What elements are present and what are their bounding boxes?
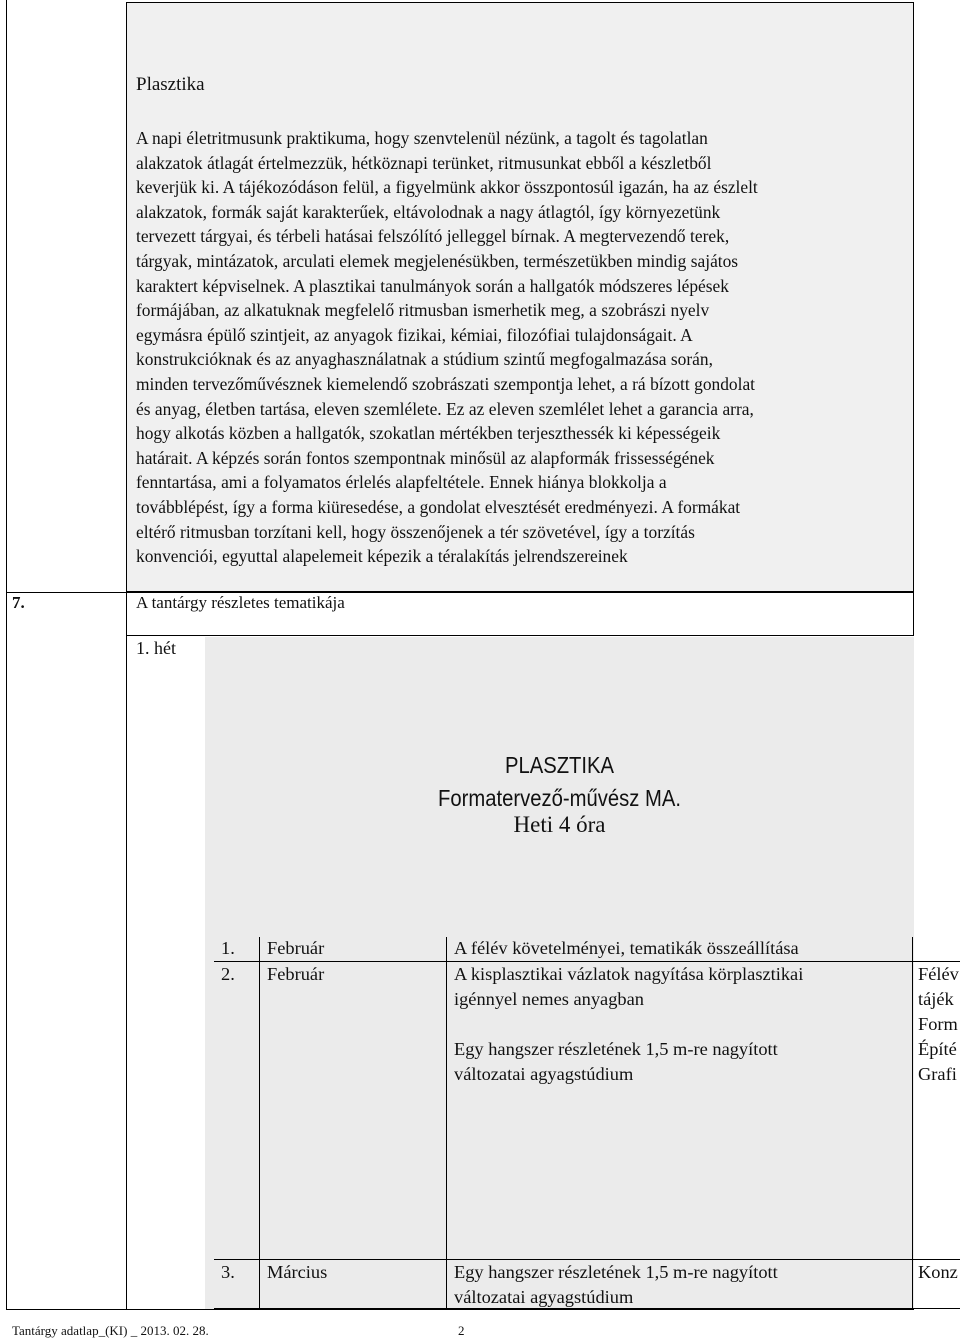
paragraph-line: A napi életritmusunk praktikuma, hogy szenvtelenül nézünk, a tagolt és tagolatlan: [136, 128, 708, 148]
paragraph-line: alakzatok átlagát értelmezzük, hétköznapi terünket, ritmusunkat ebből a készletből: [136, 152, 712, 173]
paragraph-line: tárgyak, mintázatok, arculati elemek megjelenésükben, természetükben mindig sajátos: [136, 250, 739, 271]
description-paragraph: [136, 126, 906, 569]
footer-page-number: 2: [458, 1323, 465, 1338]
paragraph-line: továbblépést, így a forma kiüresedése, a gondolat elvesztését eredményezi. A formákat: [136, 496, 741, 517]
table-bottom-line: [6, 1309, 914, 1310]
group-line: Építé: [918, 1039, 957, 1059]
topic-line: változatai agyagstúdium: [454, 1287, 634, 1307]
topic-line: változatai agyagstúdium: [454, 1064, 634, 1084]
left-border-line: [6, 0, 7, 1309]
topic-line: Egy hangszer részletének 1,5 m-re nagyított: [454, 1262, 778, 1282]
paragraph-line: karaktert képviselnek. A plasztikai tanulmányok során a hallgatók módszeres lépések: [136, 275, 729, 296]
table-column-line: [912, 937, 913, 1308]
row-number: 3.: [221, 1262, 235, 1282]
table-column-line: [259, 937, 260, 1308]
paragraph-line: konstrukcióknak és az anyaghasználatnak a stúdium szintű megfogalmazása során,: [136, 349, 713, 370]
row-month: Március: [267, 1262, 328, 1282]
paragraph-line: formájában, az alkatuknak megfelelő ritmusban ismerhetik meg, a szobrászi nyelv: [136, 300, 710, 321]
paragraph-line: és anyag, életben tartása, eleven szemlélete. Ez az eleven szemlélet lehet a garancia arra,: [136, 398, 754, 419]
inner-left-border-line: [126, 592, 127, 1309]
row-month: Február: [267, 938, 325, 958]
group-line: Félév: [918, 964, 959, 984]
row-divider: [126, 635, 914, 636]
paragraph-line: hogy alkotás közben a hallgatók, szokatlan mértékben terjeszthessék ki képességeik: [136, 423, 721, 444]
group-line: Form: [918, 1014, 958, 1034]
row-topic: [454, 1260, 778, 1310]
paragraph-line: fenntartása, ami a folyamatos érlelés alapfeltétele. Ennek hiánya blokkolja a: [136, 472, 667, 493]
topic-line: [454, 1012, 803, 1037]
row-group: [918, 1260, 960, 1285]
topic-line: igénnyel nemes anyagban: [454, 989, 644, 1009]
row-number: 2.: [221, 964, 235, 984]
footer-document-label: Tantárgy adatlap_(KI) _ 2013. 02. 28.: [12, 1323, 209, 1338]
course-hours: Heti 4 óra: [513, 812, 606, 837]
row-group: [918, 962, 960, 1087]
row-topic: [454, 962, 803, 1087]
course-title: PLASZTIKA: [504, 752, 615, 778]
paragraph-line: egymásra épülő szintjeit, az anyagok fizikai, kémiai, filozófiai tulajdonságait. A: [136, 324, 693, 345]
section-number: 7.: [12, 593, 25, 612]
topic-line: A félév követelményei, tematikák összeállítása: [454, 938, 799, 958]
row-number: 1.: [221, 938, 235, 958]
paragraph-line: tervezett tárgyai, és térbeli hatásai felszólító jelleggel bírnak. A megtervezendő terek,: [136, 226, 730, 247]
paragraph-line: eltérő ritmusban torzítani kell, hogy összenőjenek a tér szövetével, így a torzítás: [136, 521, 695, 542]
paragraph-line: minden tervezőművésznek kiemelendő szobrászati szempontja lehet, a rá bízott gondolat: [136, 373, 756, 394]
course-program: Formatervező-művész MA.: [438, 785, 681, 811]
paragraph-line: keverjük ki. A tájékozódáson felül, a figyelmünk akkor összpontosúl igazán, ha az észlelt: [136, 177, 758, 198]
row-topic: [454, 936, 799, 961]
right-border-line: [913, 592, 914, 636]
section-title: Plasztika: [136, 74, 205, 95]
paragraph-line: alakzatok, formák saját karakterűek, eltávolodnak a nagy átlagtól, így környezetünk: [136, 201, 721, 222]
group-line: Konz: [918, 1262, 958, 1282]
group-line: tájék: [918, 989, 954, 1009]
table-column-line: [446, 937, 447, 1308]
section-heading: A tantárgy részletes tematikája: [136, 593, 345, 612]
paragraph-line: határait. A képzés során fontos szempontnak minősül az alapformák frissességének: [136, 447, 715, 468]
row-month: Február: [267, 964, 325, 984]
paragraph-line: konvenciói, egyuttal alapelemeit képezik a téralakítás jelrendszereinek: [136, 546, 628, 567]
topic-line: A kisplasztikai vázlatok nagyítása körplasztikai: [454, 964, 804, 984]
topic-line: Egy hangszer részletének 1,5 m-re nagyított: [454, 1039, 778, 1059]
group-line: Grafi: [918, 1064, 957, 1084]
week-label: 1. hét: [136, 638, 176, 658]
